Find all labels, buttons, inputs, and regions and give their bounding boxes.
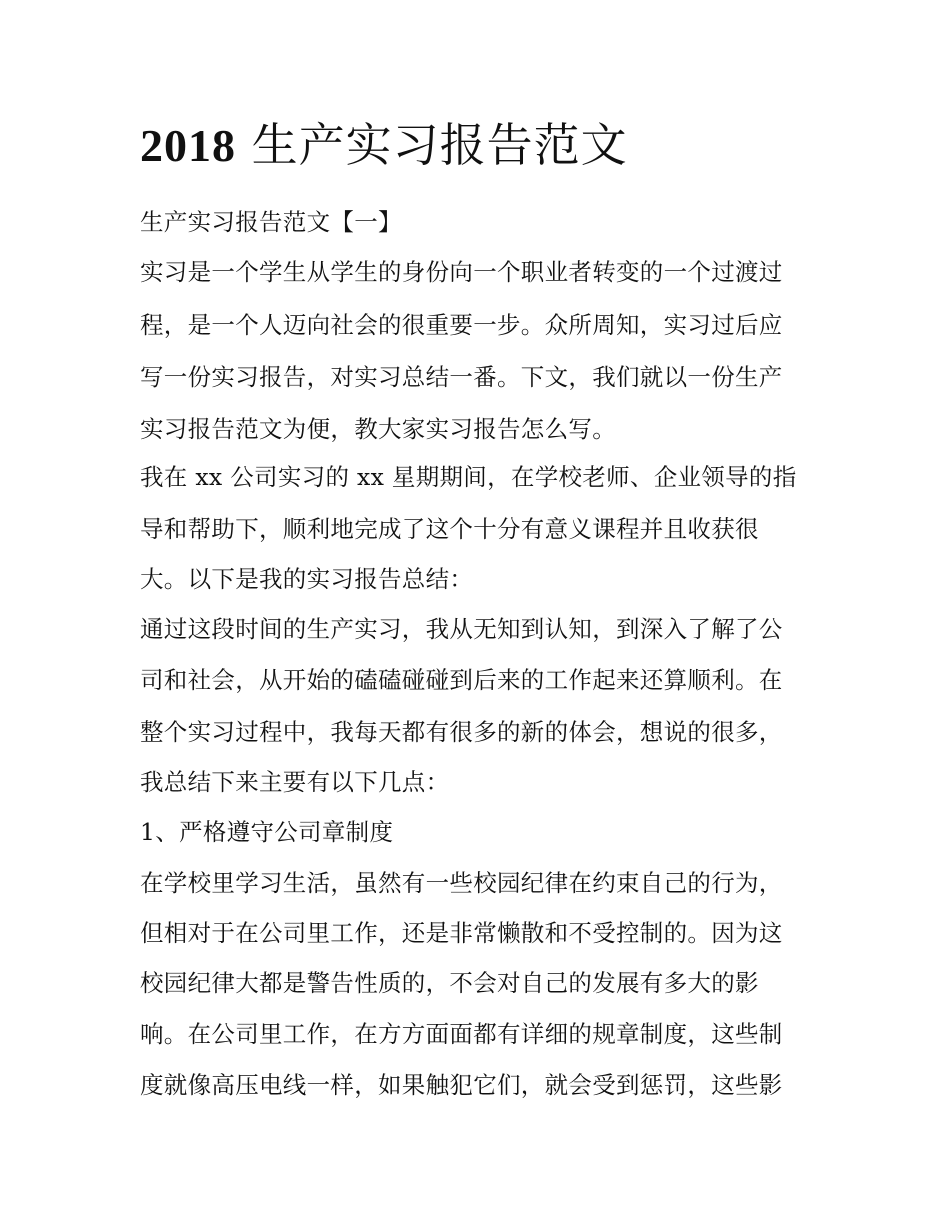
paragraph-line: 通过这段时间的生产实习，我从无知到认知，到深入了解了公 <box>140 615 783 643</box>
paragraph-line: 整个实习过程中，我每天都有很多的新的体会，想说的很多， <box>140 718 783 746</box>
paragraph-line: 但相对于在公司里工作，还是非常懒散和不受控制的。因为这 <box>140 919 783 947</box>
paragraph-line: 写一份实习报告，对实习总结一番。下文，我们就以一份生产 <box>140 363 783 391</box>
paragraph-line: 大。以下是我的实习报告总结： <box>140 565 474 593</box>
paragraph-line: 实习是一个学生从学生的身份向一个职业者转变的一个过渡过 <box>140 258 783 286</box>
paragraph-line: 校园纪律大都是警告性质的，不会对自己的发展有多大的影 <box>140 969 759 997</box>
section-heading: 生产实习报告范文【一】 <box>140 208 402 236</box>
paragraph-line: 在学校里学习生活，虽然有一些校园纪律在约束自己的行为， <box>140 869 783 897</box>
paragraph-line: 程，是一个人迈向社会的很重要一步。众所周知，实习过后应 <box>140 311 783 339</box>
title-year: 2018 <box>140 120 236 171</box>
paragraph-line: 司和社会，从开始的磕磕碰碰到后来的工作起来还算顺利。在 <box>140 666 783 694</box>
numbered-heading: 1、严格遵守公司章制度 <box>140 818 394 846</box>
paragraph-line: 响。在公司里工作，在方方面面都有详细的规章制度，这些制 <box>140 1020 783 1048</box>
paragraph-line: 实习报告范文为便，教大家实习报告怎么写。 <box>140 415 616 443</box>
document-title <box>140 112 628 179</box>
paragraph-line: 我总结下来主要有以下几点： <box>140 768 450 796</box>
title-text: 生产实习报告范文 <box>236 118 628 172</box>
paragraph-line: 我在 xx 公司实习的 xx 星期期间，在学校老师、企业领导的指 <box>140 463 797 491</box>
paragraph-line: 度就像高压电线一样，如果触犯它们，就会受到惩罚，这些影 <box>140 1071 783 1099</box>
paragraph-line: 导和帮助下，顺利地完成了这个十分有意义课程并且收获很 <box>140 515 759 543</box>
